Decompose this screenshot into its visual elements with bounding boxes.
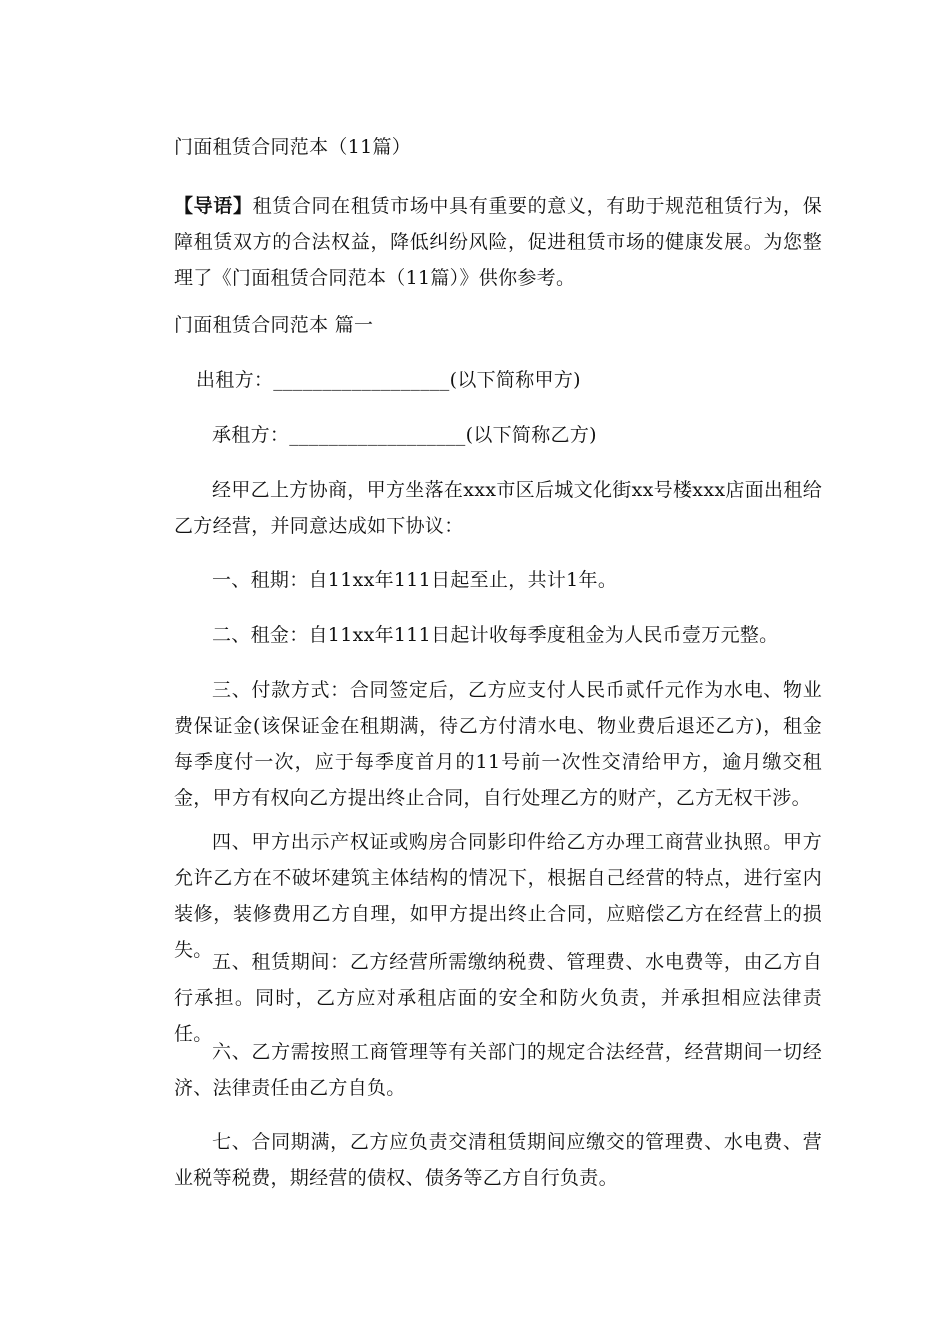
clause-6: 六、乙方需按照工商管理等有关部门的规定合法经营，经营期间一切经济、法律责任由乙方自负。 [174,1041,822,1099]
clause-3: 三、付款方式：合同签定后，乙方应支付人民币贰仟元作为水电、物业费保证金(该保证金在租期满，待乙方付清水电、物业费后退还乙方)，租金每季度付一次，应于每季度首月的11号前一次性交清给甲方，逾月缴交租金，甲方有权向乙方提出终止合同，自行处理乙方的财产，乙方无权干涉。 [174,679,822,809]
lessee-line: 承租方：__________________(以下简称乙方) [212,424,597,446]
clause-2: 二、租金：自11xx年111日起计收每季度租金为人民币壹万元整。 [212,624,779,646]
section-title: 门面租赁合同范本 篇一 [174,314,374,336]
lessor-line: 出租方：__________________(以下简称甲方) [196,369,581,391]
clause-1: 一、租期：自11xx年111日起至止，共计1年。 [212,569,618,591]
clause-4: 四、甲方出示产权证或购房合同影印件给乙方办理工商营业执照。甲方允许乙方在不破坏建筑主体结构的情况下，根据自己经营的特点，进行室内装修，装修费用乙方自理，如甲方提出终止合同，应赔偿乙方在经营上的损失。 [174,831,822,961]
clause-intro: 经甲乙上方协商，甲方坐落在xxx市区后城文化街xx号楼xxx店面出租给乙方经营，并同意达成如下协议： [174,479,822,537]
intro-text: 租赁合同在租赁市场中具有重要的意义，有助于规范租赁行为，保障租赁双方的合法权益，降低纠纷风险，促进租赁市场的健康发展。为您整理了《门面租赁合同范本（11篇）》供你参考。 [174,195,823,289]
clause-7: 七、合同期满，乙方应负责交清租赁期间应缴交的管理费、水电费、营业税等税费，期经营的债权、债务等乙方自行负责。 [174,1131,822,1189]
document-title: 门面租赁合同范本（11篇） [174,136,412,158]
intro-paragraph [174,188,822,296]
clause-5: 五、租赁期间：乙方经营所需缴纳税费、管理费、水电费等，由乙方自行承担。同时，乙方应对承租店面的安全和防火负责，并承担相应法律责任。 [174,951,822,1045]
intro-tag: 【导语】 [174,195,253,217]
